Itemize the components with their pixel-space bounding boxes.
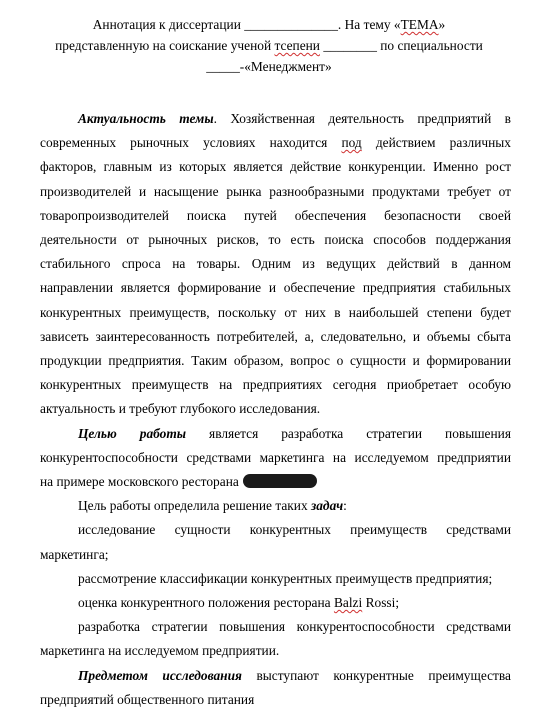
paragraph-subject-end: предприятий общественного питания xyxy=(40,691,255,707)
header-line-3: _____-«Менеджмент» xyxy=(206,59,332,74)
header-misspelled-word: тсепени xyxy=(274,38,320,53)
goal-heading: Целью работы xyxy=(78,425,187,441)
subject-heading: Предметом исследования xyxy=(78,667,242,683)
spellcheck-word: под xyxy=(341,135,362,151)
paragraph-tasks-intro: Цель работы определила решение таких задач: xyxy=(78,498,347,514)
list-item-4-end: маркетинга на исследуемом предприятии. xyxy=(40,643,280,659)
header-text: представленную на соискание ученой xyxy=(55,38,275,53)
tasks-heading: задач xyxy=(311,498,344,514)
header-text: » xyxy=(438,17,446,32)
list-item-2: рассмотрение классификации конкурентных преимуществ предприятия; xyxy=(78,570,493,586)
paragraph-relevance-end: актуальность и требуют глубокого исследования. xyxy=(40,401,321,417)
paragraph-relevance: Актуальность темы. Хозяйственная деятельность предприятий в современных рыночных условиях находится под действием различных факторов, главным из которых является действие конкуренции. Именно рост производителей и насыщение рынка разнообразными продуктами требует от товаропроизводителей поиска путей обеспечения безопасности своей деятельности от рыночных рисков, то есть поиска способов поддержания стабильного спроса на товары. Одним из ведущих действий в данном направлении является формирование и обеспечение предприятия стабильных конкурентных преимуществ, поскольку от них в наибольшей степени будет зависеть заинтересованность потребителей, а, следовательно, и объемы сбыта продукции предприятия. Таким образом, вопрос о сущности и формировании конкурентных преимуществ на предприятиях сегодня приобретает особую xyxy=(40,111,511,393)
list-item-1-end: маркетинга; xyxy=(40,546,109,562)
document-body xyxy=(40,107,511,712)
header-text: Аннотация к диссертации ______________. На тему « xyxy=(92,17,401,32)
header-line-1 xyxy=(20,14,518,35)
list-item-3: оценка конкурентного положения ресторана Balzi Rossi; xyxy=(78,595,400,611)
header-text: ________ по специальности xyxy=(319,38,483,53)
header-line-2 xyxy=(20,35,518,56)
document-header xyxy=(20,14,518,77)
spellcheck-word: Balzi xyxy=(333,595,363,611)
redaction-mark xyxy=(243,474,317,488)
relevance-heading: Актуальность темы xyxy=(78,111,214,126)
list-item-4: разработка стратегии повышения конкурентоспособности средствами xyxy=(78,619,511,635)
paragraph-goal-end: на примере московского ресторана xyxy=(40,470,511,494)
paragraph-subject: Предметом исследования выступают конкурентные преимущества xyxy=(78,667,511,683)
paragraph-goal: Целью работы является разработка стратегии повышения конкурентоспособности средствами маркетинга на исследуемом предприятии xyxy=(40,425,511,465)
header-tema: ТЕМА xyxy=(400,17,439,32)
list-item-1: исследование сущности конкурентных преимуществ средствами xyxy=(78,522,511,538)
